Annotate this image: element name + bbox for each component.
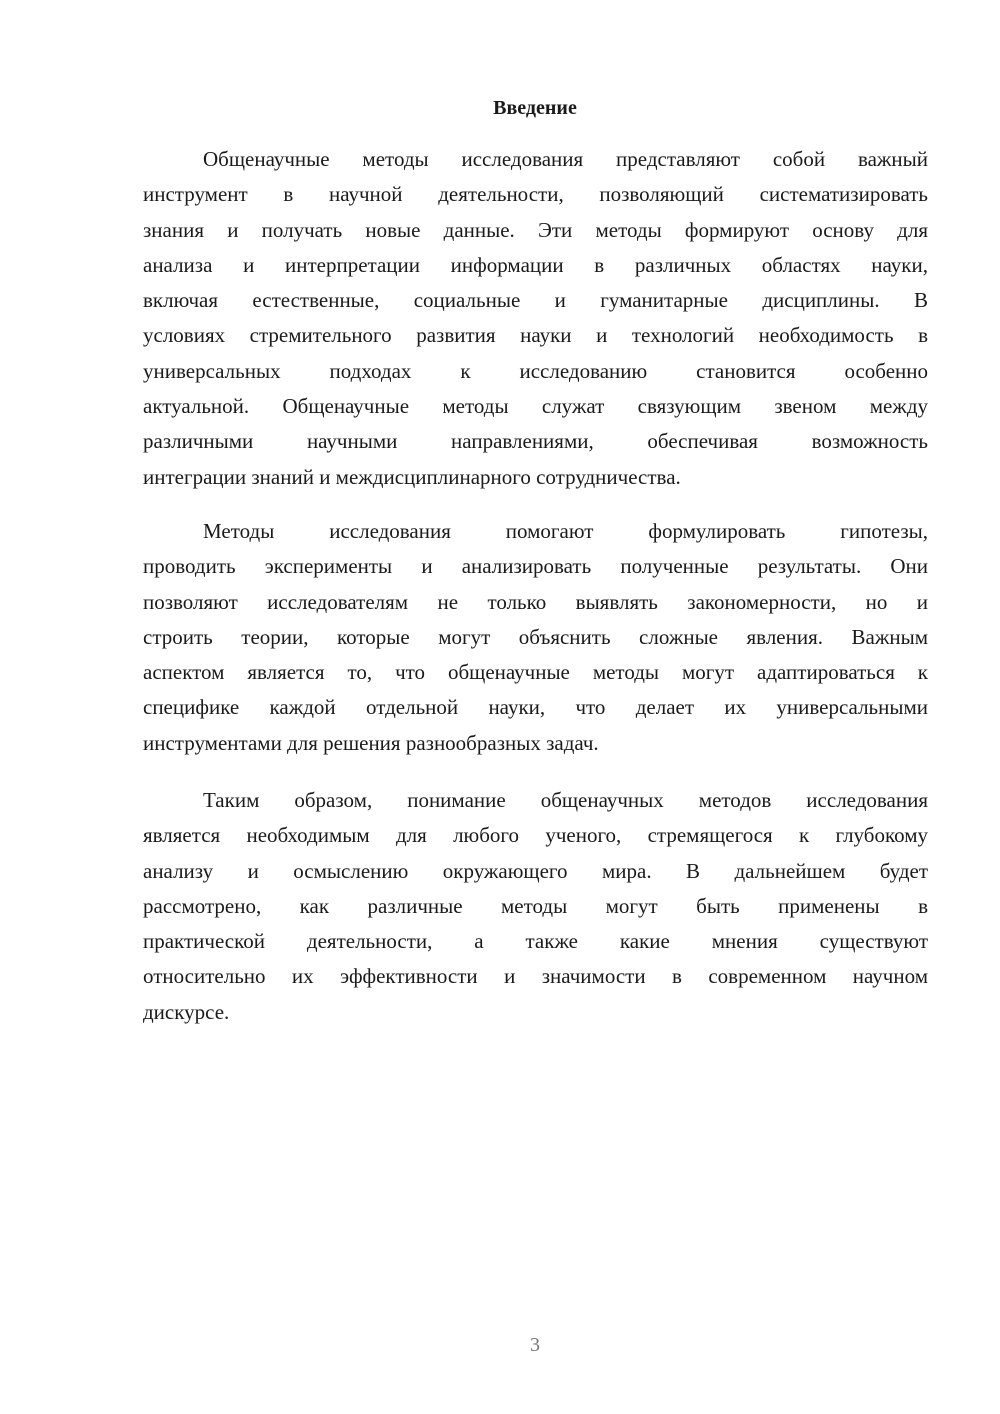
- text-line: является необходимым для любого ученого, стремящегося к глубокому: [143, 823, 928, 848]
- paragraph-2: [143, 514, 928, 761]
- text-line: Методы исследования помогают формулировать гипотезы,: [203, 519, 928, 543]
- text-line: анализа и интерпретации информации в различных областях науки,: [143, 252, 928, 277]
- text-line: анализу и осмыслению окружающего мира. В дальнейшем будет: [143, 858, 928, 883]
- text-line: специфике каждой отдельной науки, что делает их универсальными: [143, 695, 928, 720]
- text-line: строить теории, которые могут объяснить сложные явления. Важным: [143, 624, 928, 649]
- paragraph-3: [143, 783, 928, 1030]
- text-line: аспектом является то, что общенаучные методы могут адаптироваться к: [143, 660, 928, 685]
- text-line: различными научными направлениями, обеспечивая возможность: [143, 429, 928, 454]
- text-line: инструмент в научной деятельности, позволяющий систематизировать: [143, 182, 928, 207]
- text-line: Общенаучные методы исследования представляют собой важный: [203, 147, 928, 171]
- text-line: инструментами для решения разнообразных задач.: [143, 730, 599, 755]
- text-line: рассмотрено, как различные методы могут быть применены в: [143, 893, 928, 918]
- section-title: Введение: [493, 97, 577, 119]
- text-line: относительно их эффективности и значимости в современном научном: [143, 964, 928, 989]
- text-line: практической деятельности, а также какие мнения существуют: [143, 929, 928, 954]
- text-line: включая естественные, социальные и гуманитарные дисциплины. В: [143, 288, 928, 313]
- paragraph-1: [143, 142, 928, 495]
- text-line: универсальных подходах к исследованию становится особенно: [143, 358, 928, 383]
- text-line: интеграции знаний и междисциплинарного сотрудничества.: [143, 464, 681, 489]
- text-line: Таким образом, понимание общенаучных методов исследования: [203, 788, 928, 812]
- page-number: 3: [530, 1334, 540, 1356]
- text-line: дискурсе.: [143, 999, 230, 1024]
- text-line: проводить эксперименты и анализировать полученные результаты. Они: [143, 554, 928, 579]
- text-line: условиях стремительного развития науки и технологий необходимость в: [143, 323, 928, 348]
- text-line: знания и получать новые данные. Эти методы формируют основу для: [143, 217, 928, 242]
- text-line: актуальной. Общенаучные методы служат связующим звеном между: [143, 394, 928, 419]
- text-line: позволяют исследователям не только выявлять закономерности, но и: [143, 589, 928, 614]
